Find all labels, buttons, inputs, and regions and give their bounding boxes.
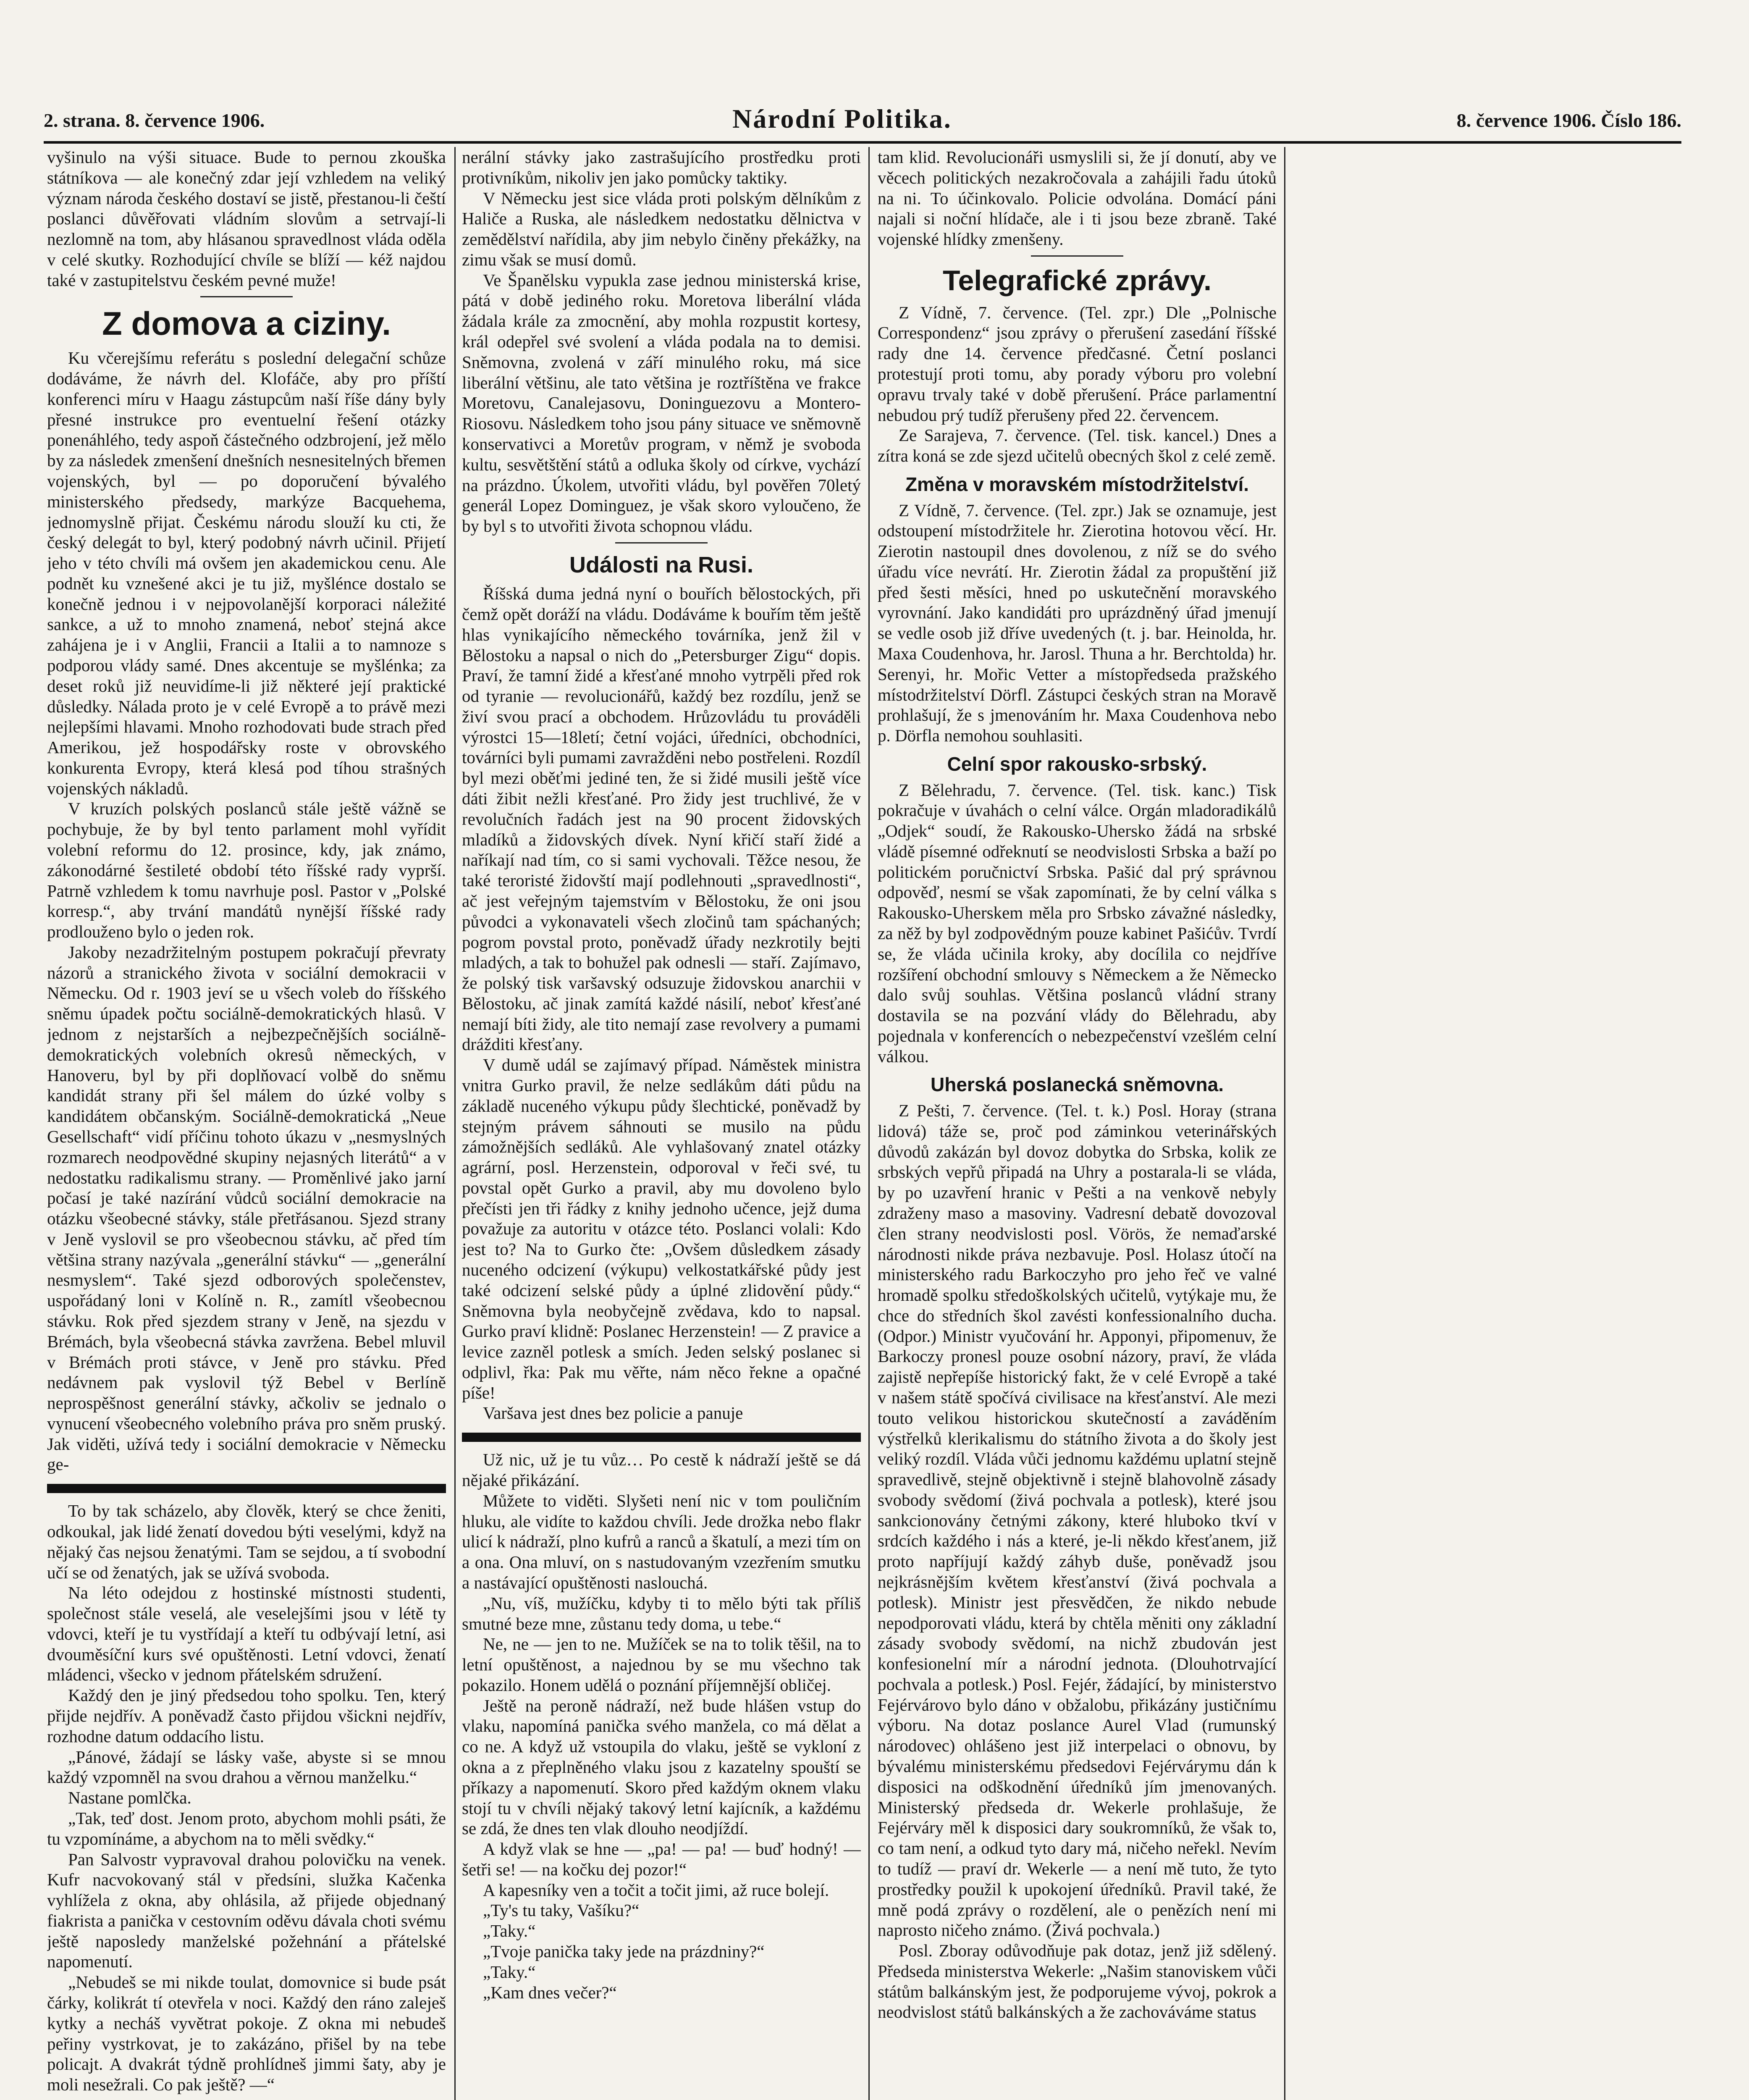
section-heading-home-abroad: Z domova a ciziny. xyxy=(102,305,391,342)
feuilleton-paragraph: „Ty's tu taky, Vašíku?“ xyxy=(483,1900,640,1920)
feuilleton-paragraph: „Pánové, žádají se lásky vaše, abyste si se mnou každý vzpomněl na svou drahou a věrnou manželku.“ xyxy=(47,1747,446,1787)
column-rule xyxy=(868,147,870,2100)
news-paragraph: Z Vídně, 7. července. (Tel. zpr.) Jak se oznamuje, jest odstoupení místodržitele hr. Zierotina hotovou věcí. Hr. Zierotin nastoupil dnes dovolenou, z níž se do svého úřadu více nevrátí. Hr. Zierotin žádal za propuštění již před šesti měsíci, hned po uskutečnění moravského vyrovnání. Jako kandidáti pro uprázdněný úřad jmenují se vedle osob již dříve uvedených (t. j. bar. Heinolda, hr. Maxa Coudenhova, hr. Jarosl. Thuna a hr. Berchtolda) hr. Serenyi, hr. Mořic Vetter a místopředseda pražského místodržitelství Dörfl. Zástupci českých stran na Moravě prohlašují, že s jmenováním hr. Maxa Coudenhova nebo p. Dörfla nemohou souhlasiti. xyxy=(878,500,1277,746)
separator xyxy=(200,296,293,297)
feuilleton-paragraph: Pan Salvostr vypravoval drahou polovičku na venek. Kufr nacvokovaný stál v předsíni, služka Kačenka vyhlížela z okna, aby ohlásila, až přijede objednaný fiakrista a panička v cestovním oděvu dávala choti svému ještě naposledy manželské požehnání a přátelské napomenutí. xyxy=(47,1849,446,1971)
news-paragraph: Z Vídně, 7. července. (Tel. zpr.) Dle „Polnische Correspondenz“ jsou zprávy o přerušení zasedání říšské rady dne 14. července předčasné. Četní poslanci protestují proti tomu, aby porady výboru pro volební opravu trvaly také v době přerušení. Práce parlamentní nebudou prý tudíž přerušeny před 22. červencem. xyxy=(878,302,1277,425)
feuilleton-paragraph: Už nic, už je tu vůz… Po cestě k nádraží ještě se dá nějaké přikázání. xyxy=(462,1450,861,1490)
news-paragraph: Ze Sarajeva, 7. července. (Tel. tisk. kancel.) Dnes a zítra koná se zde sjezd učitelů obecných škol z celé země. xyxy=(878,425,1277,466)
article-continuation: vyšinulo na výši situace. Bude to pernou zkouška státníkova — ale konečný zdar její vzhledem na veliký význam národa českého dostaví se jistě, přestanou-li čeští poslanci důvěřovati vládním slovům a setrvají-li nezlomně na tom, aby hlásanou spravedlnost vláda oděla v celé skutky. Rozhodující chvíle se blíží — kéž najdou také v zastupitelstvu českém pevné muže! xyxy=(47,147,446,290)
subheading-moravia: Změna v moravském místodržitelství. xyxy=(905,473,1249,495)
masthead-rule xyxy=(44,141,1681,144)
feuilleton-divider xyxy=(462,1433,861,1442)
subheading-customs-dispute: Celní spor rakousko-srbský. xyxy=(947,753,1207,775)
feuilleton-paragraph: „Nebudeš se mi nikde toulat, domovnice si bude psát čárky, kolikrát tí otevřela v noci. Každý den ráno zaleješ kytky a necháš vyvětrat pokoje. Z okna mi nebudeš peřiny vystrkovat, je to zakázáno, přišel by na tebe policajt. A dvakrát týdně prohlídneš jimmi šaty, aby je moli nesežrali. Co pak ještě? —“ xyxy=(47,1972,446,2095)
feuilleton-paragraph: Každý den je jiný předsedou toho spolku. Ten, který přijde nejdřív. A poněvadž často přijdou všickni nejdřív, rozhodne datum oddacího listu. xyxy=(47,1685,446,1746)
news-paragraph: V dumě udál se zajímavý případ. Náměstek ministra vnitra Gurko pravil, že nelze sedlákům dáti půdu na základě nuceného výkupu půdy šlechtické, poněvadž by stejným právem sáhnouti se musilo na půdu zámožnějších sedláků. Ale vyhlašovaný znatel otázky agrární, posl. Herzenstein, odporoval v řeči své, tu povstal opět Gurko a pravil, aby mu dovoleno bylo přečísti jen tři řádky z knihy jednoho učence, jejž duma považuje za autoritu v otázce této. Poslanci volali: Kdo jest to? Na to Gurko čte: „Ovšem důsledkem zásady nuceného odcizení (výkupu) velkostatkářské půdy jest také odcizení selské půdy a úplné zlidovění půdy.“ Sněmovna byla neobyčejně zvědava, kdo to napsal. Gurko praví klidně: Poslanec Herzenstein! — Z pravice a levice zazněl potlesk a smích. Jeden selský poslanec si odplivl, řka: Pak mu věřte, nám něco řekne a opačné píše! xyxy=(462,1055,861,1402)
feuilleton-paragraph: Nastane pomlčka. xyxy=(68,1788,191,1808)
feuilleton-divider xyxy=(47,1484,446,1493)
column-1 xyxy=(47,147,446,2100)
news-paragraph: V Německu jest sice vláda proti polským dělníkům z Haliče a Ruska, ale následkem nedostatku dělnictva v zemědělství nařídila, aby jim nebylo činěny překážky, na zimu však se musí domů. xyxy=(462,188,861,269)
date-and-issue: 8. července 1906. Číslo 186. xyxy=(1456,110,1681,131)
page-and-date: 2. strana. 8. července 1906. xyxy=(44,110,265,131)
news-paragraph: Z Pešti, 7. července. (Tel. t. k.) Posl. Horay (strana lidová) táže se, proč pod záminkou veterinářských důvodů zakázán byl dovoz dobytka do Srbska, kolik ze srbských vepřů připadá na Uhry a postarala-li se vláda, by po uzavření hranic v Pešti a na venkově nebyly zdraženy maso a masoviny. Vadresní debatě dovozoval člen strany neodvislosti posl. Vörös, že nemaďarské národnosti nikde práva nezbavuje. Posl. Holasz útočí na ministerského radu Barkoczyho pro jeho řeč ve valné hromadě spolku středoškolských učitelů, vytýkaje mu, že chce do středních škol zavésti konfessionalního ducha. (Odpor.) Ministr vyučování hr. Apponyi, připomenuv, že Barkoczy pronesl pouze osobní názory, praví, že vláda zajistě nepřepíše historický fakt, že v celé Evropě a také v našem státě spočívá civilisace na křesťanství. Ale mezi touto velikou historickou skutečností a zaváděním výstřelků klerikalismu do státního života a do školy jest veliký rozdíl. Vláda vůči jednomu každému uplatní stejně spravedlivě, stejně objektivně i stejně blahovolně zásady svobody svědomí (živá pochvala a potlesk), které jsou sankcionovány četnými zákony, které hluboko tkví v srdcích každého i nás a které, je-li někdo křesťanem, již proto napříjují každý záhyb duše, poněvadž jsou nejkrásnějším květem křesťanství (živá pochvala a potlesk). Ministr jest přesvědčen, že nikdo nebude nepodporovati vládu, která by chtěla měniti ony základní zásady svobody svědomí, na nichž zbudován jest konfesionelní mír a národní jednota. (Dlouhotrvající pochvala a potlesk.) Posl. Fejér, žádající, by ministerstvo Fejérvárovo bylo dáno v obžalobu, přikázány justičnímu výboru. Na dotaz poslance Aurel Vlad (rumunský národovec) ohlášeno jest již interpelaci o obnovu, by bývalému ministerskému předsedovi Fejérvárymu dán k disposici na odškodnění úředníků jím jmenovaných. Ministerský předseda dr. Wekerle prohlašuje, že Fejérváry měl k disposici dary soukromníků, že však to, co tam není, a odkud tyto dary má, ničeho neřekl. Nevím to tudíž — praví dr. Wekerle — a není mě tuto, že tyto prostředky použil k upokojení úředníků. Pravil také, že mně podá zprávy o rozdělení, ale o penězích není mi naprosto ničeho známo. (Živá pochvala.) xyxy=(878,1101,1277,1940)
feuilleton-paragraph: To by tak scházelo, aby člověk, který se chce ženiti, odkoukal, jak lidé ženatí dovedou býti veselými, když na nějaký čas nejsou ženatými. Tam se sejdou, a tí svobodní učí se od ženatých, jak se užívá svoboda. xyxy=(47,1501,446,1582)
masthead xyxy=(44,101,1681,143)
column-3 xyxy=(878,147,1277,2100)
feuilleton-paragraph: „Taky.“ xyxy=(483,1921,536,1941)
separator xyxy=(615,542,708,543)
news-paragraph: Z Bělehradu, 7. července. (Tel. tisk. kanc.) Tisk pokračuje v úvahách o celní válce. Orgán mladoradikálů „Odjek“ soudí, že Rakousko-Uhersko žádá na srbské vládě písemné odřeknutí se neodvislosti Srbska a baží po politickém poručnictví Srbska. Pašić dal prý správnou odpověď, nesmí se však zapomínati, že by celní válka s Rakousko-Uherskem měla pro Srbsko závažné následky, za něž by byl zodpovědným pouze kabinet Pašićův. Tvrdí se, že vláda učinila kroky, aby docílila co nejdříve rozšíření obchodní smlouvy s Německem a že Německo dalo svůj souhlas. Většina poslanců vládní strany dostavila se na pozvání vlády do Bělehradu, aby pojednala v konferencích o nebezpečenství vzešlém celní válkou. xyxy=(878,780,1277,1066)
news-paragraph: nerální stávky jako zastrašujícího prostředku proti protivníkům, nikoliv jen jako pomůcky taktiky. xyxy=(462,147,861,187)
feuilleton-paragraph: Můžete to viděti. Slyšeti není nic v tom pouličním hluku, ale vidíte to každou chvíli. Jede drožka nebo flakr ulicí k nádraží, plno kufrů a ranců a škatulí, a mezi tím on a ona. Ona mluví, on s nastudovaným vzezřením smutku a nastávající opuštěnosti naslouchá. xyxy=(462,1491,861,1592)
feuilleton-paragraph: A kapesníky ven a točit a točit jimi, až ruce bolejí. xyxy=(483,1880,829,1900)
feuilleton-paragraph: „Taky.“ xyxy=(483,1962,536,1982)
news-paragraph: Jakoby nezadržitelným postupem pokračují převraty názorů a stranického života v sociální demokracii v Německu. Od r. 1903 jeví se u všech voleb do říšského sněmu úpadek počtu sociálně-demokratických hlasů. V jednom z nejstarších a nejbezpečnějších sociálně-demokratických volebních okresů německých, v Hanoveru, byl by při doplňovací volbě do sněmu kandidát strany při šel málem do úzké volby s kandidátem občanským. Sociálně-demokratická „Neue Gesellschaft“ vidí příčinu tohoto úkazu v „nesmyslných rozmarech neodpovědné skupiny nejasných literátů“ a v nedostatku radikalismu strany. — Proměnlivé jako jarní počasí je také nazírání vůdců sociální demokracie na otázku všeobecné stávky, stále přetřásanou. Sjezd strany v Jeně vyslovil se pro všeobecnou stávku, ač před tím většina strany nazývala „generální stávku“ — „generální nesmyslem“. Také sjezd odborových společenstev, uspořádaný loni v Kolíně n. R., zamítl všeobecnou stávku. Rok před sjezdem strany v Jeně, na sjezdu v Brémách, byla všeobecná stávka zavržena. Bebel mluvil v Brémách proti stávce, v Jeně pro stávku. Před nedávnem pak vyslovil týž Bebel v Berlíně neprospěšnost generální stávky, ačkoliv se jednalo o vynucení všeobecného volebního práva pro sněm pruský. Jak viděti, užívá tedy i sociální demokracie v Německu ge- xyxy=(47,942,446,1474)
feuilleton-paragraph: „Tvoje panička taky jede na prázdniny?“ xyxy=(483,1942,765,1961)
feuilleton-paragraph: „Tak, teď dost. Jenom proto, abychom mohli psáti, že tu vzpomínáme, a abychom na to měli svědky.“ xyxy=(47,1808,446,1848)
news-paragraph: Ve Španělsku vypukla zase jednou ministerská krise, pátá v době jediného roku. Moretova liberální vláda žádala krále za zmocnění, aby mohla rozpustit kortesy, král odepřel své svolení a vláda podala na to demisi. Sněmovna, zvolená v září minulého roku, má sice liberální většinu, ale tato většina je roztříštěna ve frakce Moretovu, Canalejasovu, Doninguezovu a Montero-Riosovu. Následkem toho jsou pány situace ve sněmovně konservativci a Moretův program, v němž je svoboda kultu, sesvětštění států a odluka školy od církve, vychází na prázdno. Úkolem, utvořiti vládu, byl pověřen 70letý generál Lopez Dominguez, je však skoro vyloučeno, že by byl s to utvořiti života schopnou vládu. xyxy=(462,270,861,536)
column-2 xyxy=(462,147,861,2100)
feuilleton-paragraph: „Nu, víš, mužíčku, kdyby ti to mělo býti tak příliš smutné beze mne, zůstanu tedy doma, u tebe.“ xyxy=(462,1593,861,1633)
section-heading-telegraph: Telegrafické zprávy. xyxy=(942,264,1212,297)
feuilleton-paragraph: Ještě na peroně nádraží, než bude hlášen vstup do vlaku, napomíná panička svého manžela, co má dělat a co ne. A když už vstoupila do vlaku, ještě se vykloní z okna a z přeplněného vlaku jsou z kazatelny spouští se příkazy a napomenutí. Skoro před každým oknem vlaku stojí tu v chvíli nějaký takový letní kajícník, a každému se zdá, že dnes ten vlak dlouho neodjíždí. xyxy=(462,1696,861,1838)
feuilleton-paragraph: Ne, ne — jen to ne. Mužíček se na to tolik těšil, na to letní opuštěnost, a najednou by se mu všechno tak pokazilo. Honem udělá o poznání příjemnější obličej. xyxy=(462,1634,861,1695)
news-paragraph: Ku včerejšímu referátu s poslední delegační schůze dodáváme, že návrh del. Klofáče, aby pro příští konferenci míru v Haagu zástupcům naší říše dány byly přesné instrukce pro eventuelní řešení otázky ponenáhlého, tedy aspoň částečného odzbrojení, jež mělo by za následek zmenšení dnešních nesnesitelných břemen vojenských, byl — po doporučení bývalého ministerského předsedy, markýze Bacquehema, jednomyslně přijat. Českému národu slouží ku cti, že český delegát to byl, který podobný návrh učinil. Přijetí jeho v této chvíli má ovšem jen akademickou cenu. Ale podnět ku vznešené akci je tu již, myšlénce dostalo se konečně jednou i v nejpovolanější korporaci náležité sankce, a už to mnoho znamená, neboť stejná akce zahájena je i v Anglii, Francii a Italii a to namnoze s podporou vlády samé. Dnes akcentuje se myšlénka; za deset roků již neuvidíme-li již některé její praktické důsledky. Nálada proto je v celé Evropě a to právě mezi nejlepšími hlavami. Mnoho rozhodovati bude strach před Amerikou, jež hospodářsky roste v obrovského konkurenta Evropy, která klesá pod tíhou strašných vojenských nákladů. xyxy=(47,348,446,798)
feuilleton-paragraph: A když vlak se hne — „pa! — pa! — buď hodný! — šetři se! — na kočku dej pozor!“ xyxy=(462,1839,861,1879)
news-paragraph: V kruzích polských poslanců stále ještě vážně se pochybuje, že by byl tento parlament mohl vyřídit volební reformu do 12. prosince, kdy, jak známo, zákonodárné šestileté období této říšské rady vyprší. Patrně vzhledem k tomu navrhuje posl. Pastor v „Polské korresp.“, aby trvání mandátů nynější říšské rady prodlouženo bylo o jeden rok. xyxy=(47,799,446,942)
news-paragraph: Říšská duma jedná nyní o bouřích bělostockých, při čemž opět doráží na vládu. Dodáváme k bouřím těm ještě hlas vynikajícího německého továrníka, jenž žil v Bělostoku a napsal o nich do „Petersburger Zigu“ dopis. Praví, že tamní židé a křesťané mnoho vytrpěli před rok od tyranie — revolucionářů, každý bez rozdílu, jenž se živí svou prací a obchodem. Hrůzovládu tu prováděli výrostci 15—18letí; četní vojáci, úředníci, obchodníci, továrníci byli pumami zavražděni nebo postřeleni. Rozdíl byl mezi oběťmi jediné ten, že si židé musili ještě více dáti žibit nežli křesťané. Pro židy jest truchlivé, že v revolučních řadách jest na 90 procent židovských mladíků a židovských dívek. Nyní křičí staří židé a naříkají nad tím, co si sami vychovali. Těžce nesou, že také teroristé židovští mají podlehnouti „spravedlnosti“, ač jest veřejným tajemstvím v Bělostoku, že oni jsou původci a vykonavateli všech zločinů tam spáchaných; pogrom povstal proto, poněvadž úřady nezkrotily bejti mladých, a tak to bohužel pak odnesli — staří. Zajímavo, že polský tisk varšavský odsuzuje židovskou anarchii v Bělostoku, ač jinak zamítá každé násilí, neboť křesťané nemají bíti židy, ale tito nemají zase revolvery a pumami drážditi křesťany. xyxy=(462,584,861,1054)
feuilleton-paragraph: Na léto odejdou z hostinské místnosti studenti, společnost stále veselá, ale veselejšími jsou v létě ty vdovci, kteří je tu vystřídají a kteří tu odbývají letní, asi dvouměsíční kurs své opuštěnosti. Letní vdovci, ženatí mládenci, všecko v jednom přátelském sdružení. xyxy=(47,1583,446,1685)
newspaper-title: Národní Politika. xyxy=(732,104,952,134)
column-rule xyxy=(1284,147,1285,2100)
subheading-hungarian-chamber: Uherská poslanecká sněmovna. xyxy=(931,1074,1224,1096)
news-paragraph: tam klid. Revolucionáři usmyslili si, že jí donutí, aby ve věcech politických nezakročovala a zahájili řadu útoků na ni. To účinkovalo. Policie odvolána. Domácí páni najali si noční hlídače, ale i ti jsou beze zbraně. Také vojenské hlídky zmenšeny. xyxy=(878,147,1277,249)
news-paragraph: Posl. Zboray odůvodňuje pak dotaz, jenž již sdělený. Předseda ministerstva Wekerle: „Našim stanoviskem vůči státům balkánským jest, že podporujeme vývoj, pokrok a neodvislost států balkánských a že zachováváme status xyxy=(878,1941,1277,2022)
column-rule xyxy=(454,147,456,2100)
feuilleton-paragraph: „Kam dnes večer?“ xyxy=(483,1982,617,2002)
section-heading-russia: Události na Rusi. xyxy=(569,552,754,578)
news-paragraph: Varšava jest dnes bez policie a panuje xyxy=(483,1403,743,1423)
separator xyxy=(1031,255,1123,257)
